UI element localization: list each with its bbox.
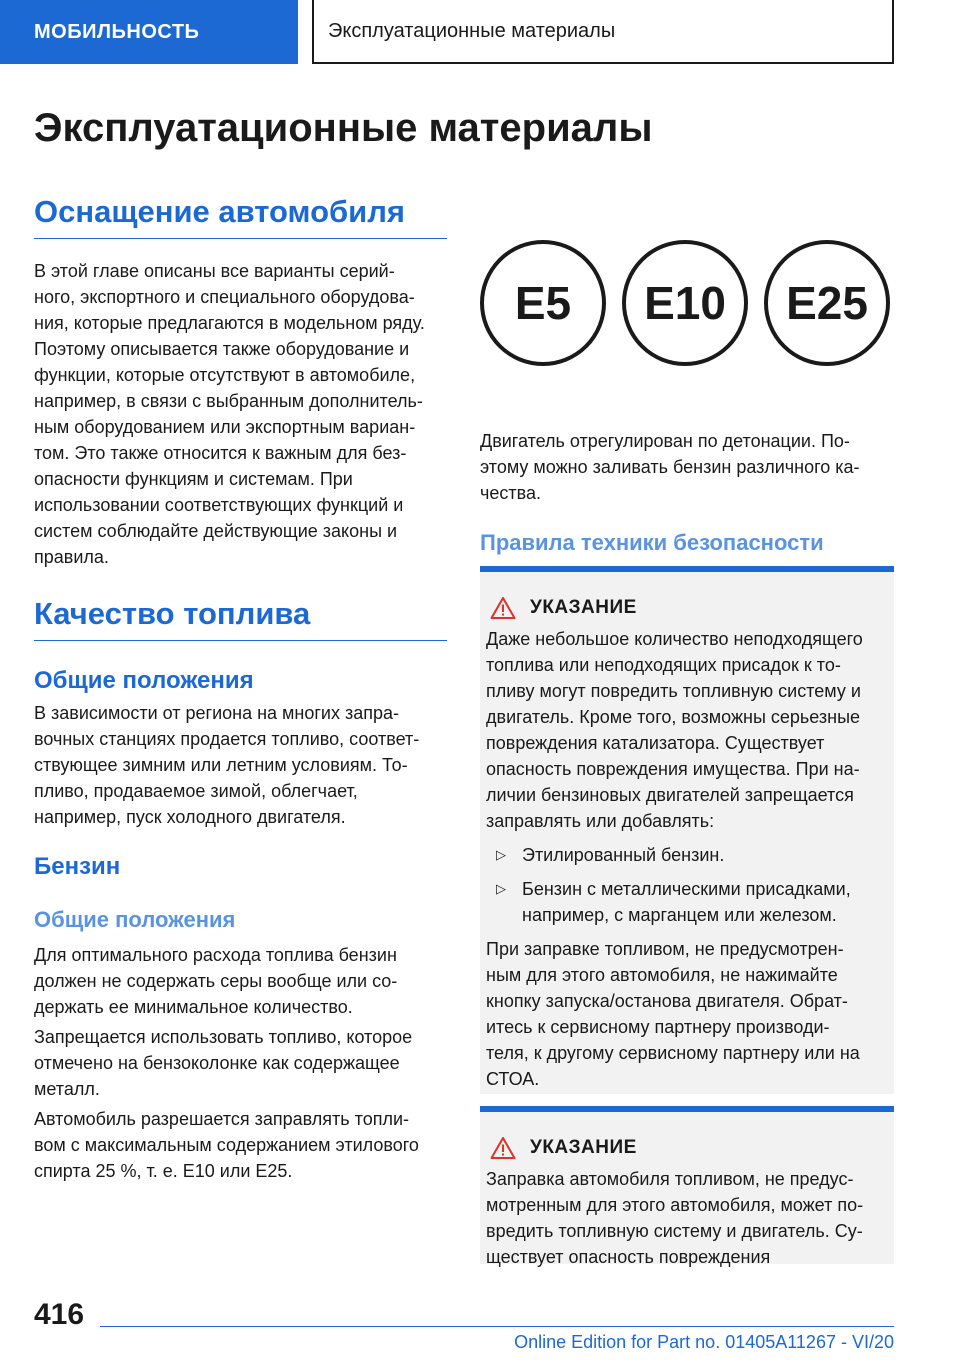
page-title: Эксплуатационные материалы (34, 106, 653, 150)
badge-e5: E5 (480, 240, 606, 366)
page-number: 416 (34, 1298, 85, 1331)
warning-label: УКАЗАНИЕ (530, 597, 637, 618)
warning-box-2 (480, 1106, 894, 1267)
bullet-item: ▷ Бензин с металлическими присадками, например, с марганцем или железом. (486, 876, 882, 928)
heading-general-1: Общие положения (34, 667, 254, 694)
badge-e10: E10 (622, 240, 748, 366)
fuel-grade-badges (480, 240, 894, 374)
petrol-paragraph-1: Для оптимального расхода топлива бензин должен не содержать серы вообще или со- держать ее минимальное количество. (34, 945, 398, 1017)
chapter-header: Эксплуатационные материалы (312, 0, 894, 64)
badge-e25: E25 (764, 240, 890, 366)
triangle-right-icon: ▷ (496, 847, 506, 862)
equipment-paragraph: В этой главе описаны все варианты серий- ного, экспортного и специального оборудова- ния, которые предлагаются в модельном ряду. Поэтому описывается также оборудование и функции, которые отсутствуют в автомобиле, например, в связи с выбранным дополнитель- ным оборудованием или экспортным вариан- том. Это также относится к важным для без- опасности функциям и системам. При использовании соответствующих функций и систем соблюдайте действующие законы и правила. (34, 261, 425, 567)
warning-box-1 (480, 566, 894, 1094)
warning-triangle-icon (490, 596, 516, 620)
heading-petrol: Бензин (34, 853, 121, 880)
petrol-paragraph-3: Автомобиль разрешается заправлять топли- вом с максимальным содержанием этилового спирта 25 %, т. е. E10 или E25. (34, 1109, 419, 1181)
heading-equipment: Оснащение автомобиля (34, 194, 447, 239)
general-1-paragraph: В зависимости от региона на многих запра- вочных станциях продается топливо, соответ- ствующее зимним или летним условиям. То- пливо, продаваемое зимой, облегчает, например, пуск холодного двигателя. (34, 703, 420, 827)
heading-fuel-quality: Качество топлива (34, 596, 447, 641)
warning-1-instructions: При заправке топливом, не предусмотрен- ным для этого автомобиля, не нажимайте кнопку запуска/останова двигателя. Обрат- итесь к сервисному партнеру производи- теля, к другому сервисному партнеру или на СТОА. (486, 939, 860, 1089)
heading-general-2: Общие положения (34, 907, 236, 932)
warning-label: УКАЗАНИЕ (530, 1137, 637, 1158)
section-tab: МОБИЛЬНОСТЬ (0, 0, 298, 64)
heading-safety: Правила техники безопасности (480, 530, 824, 555)
bullet-item: ▷ Этилированный бензин. (486, 842, 882, 868)
engine-paragraph: Двигатель отрегулирован по детонации. По- этому можно заливать бензин различного ка- чества. (480, 431, 860, 503)
warning-2-text: Заправка автомобиля топливом, не предус- мотренным для этого автомобиля, может по- вредить топливную систему и двигатель. Су- ществует опасность повреждения (486, 1169, 864, 1267)
petrol-paragraph-2: Запрещается использовать топливо, которое отмечено на бензоколонке как содержащее металл. (34, 1027, 413, 1099)
footer-edition: Online Edition for Part no. 01405A11267 - VI/20 (514, 1332, 894, 1352)
warning-triangle-icon (490, 1136, 516, 1160)
warning-1-text: Даже небольшое количество неподходящего топлива или неподходящих присадок к то- пливу могут повредить топливную систему и двигатель. Кроме того, возможны серьезные повреждения катализатора. Существует опасность повреждения имущества. При на- личии бензиновых двигателей запрещается заправлять или добавлять: (486, 629, 863, 831)
triangle-right-icon: ▷ (496, 881, 506, 896)
footer-divider (100, 1326, 894, 1327)
